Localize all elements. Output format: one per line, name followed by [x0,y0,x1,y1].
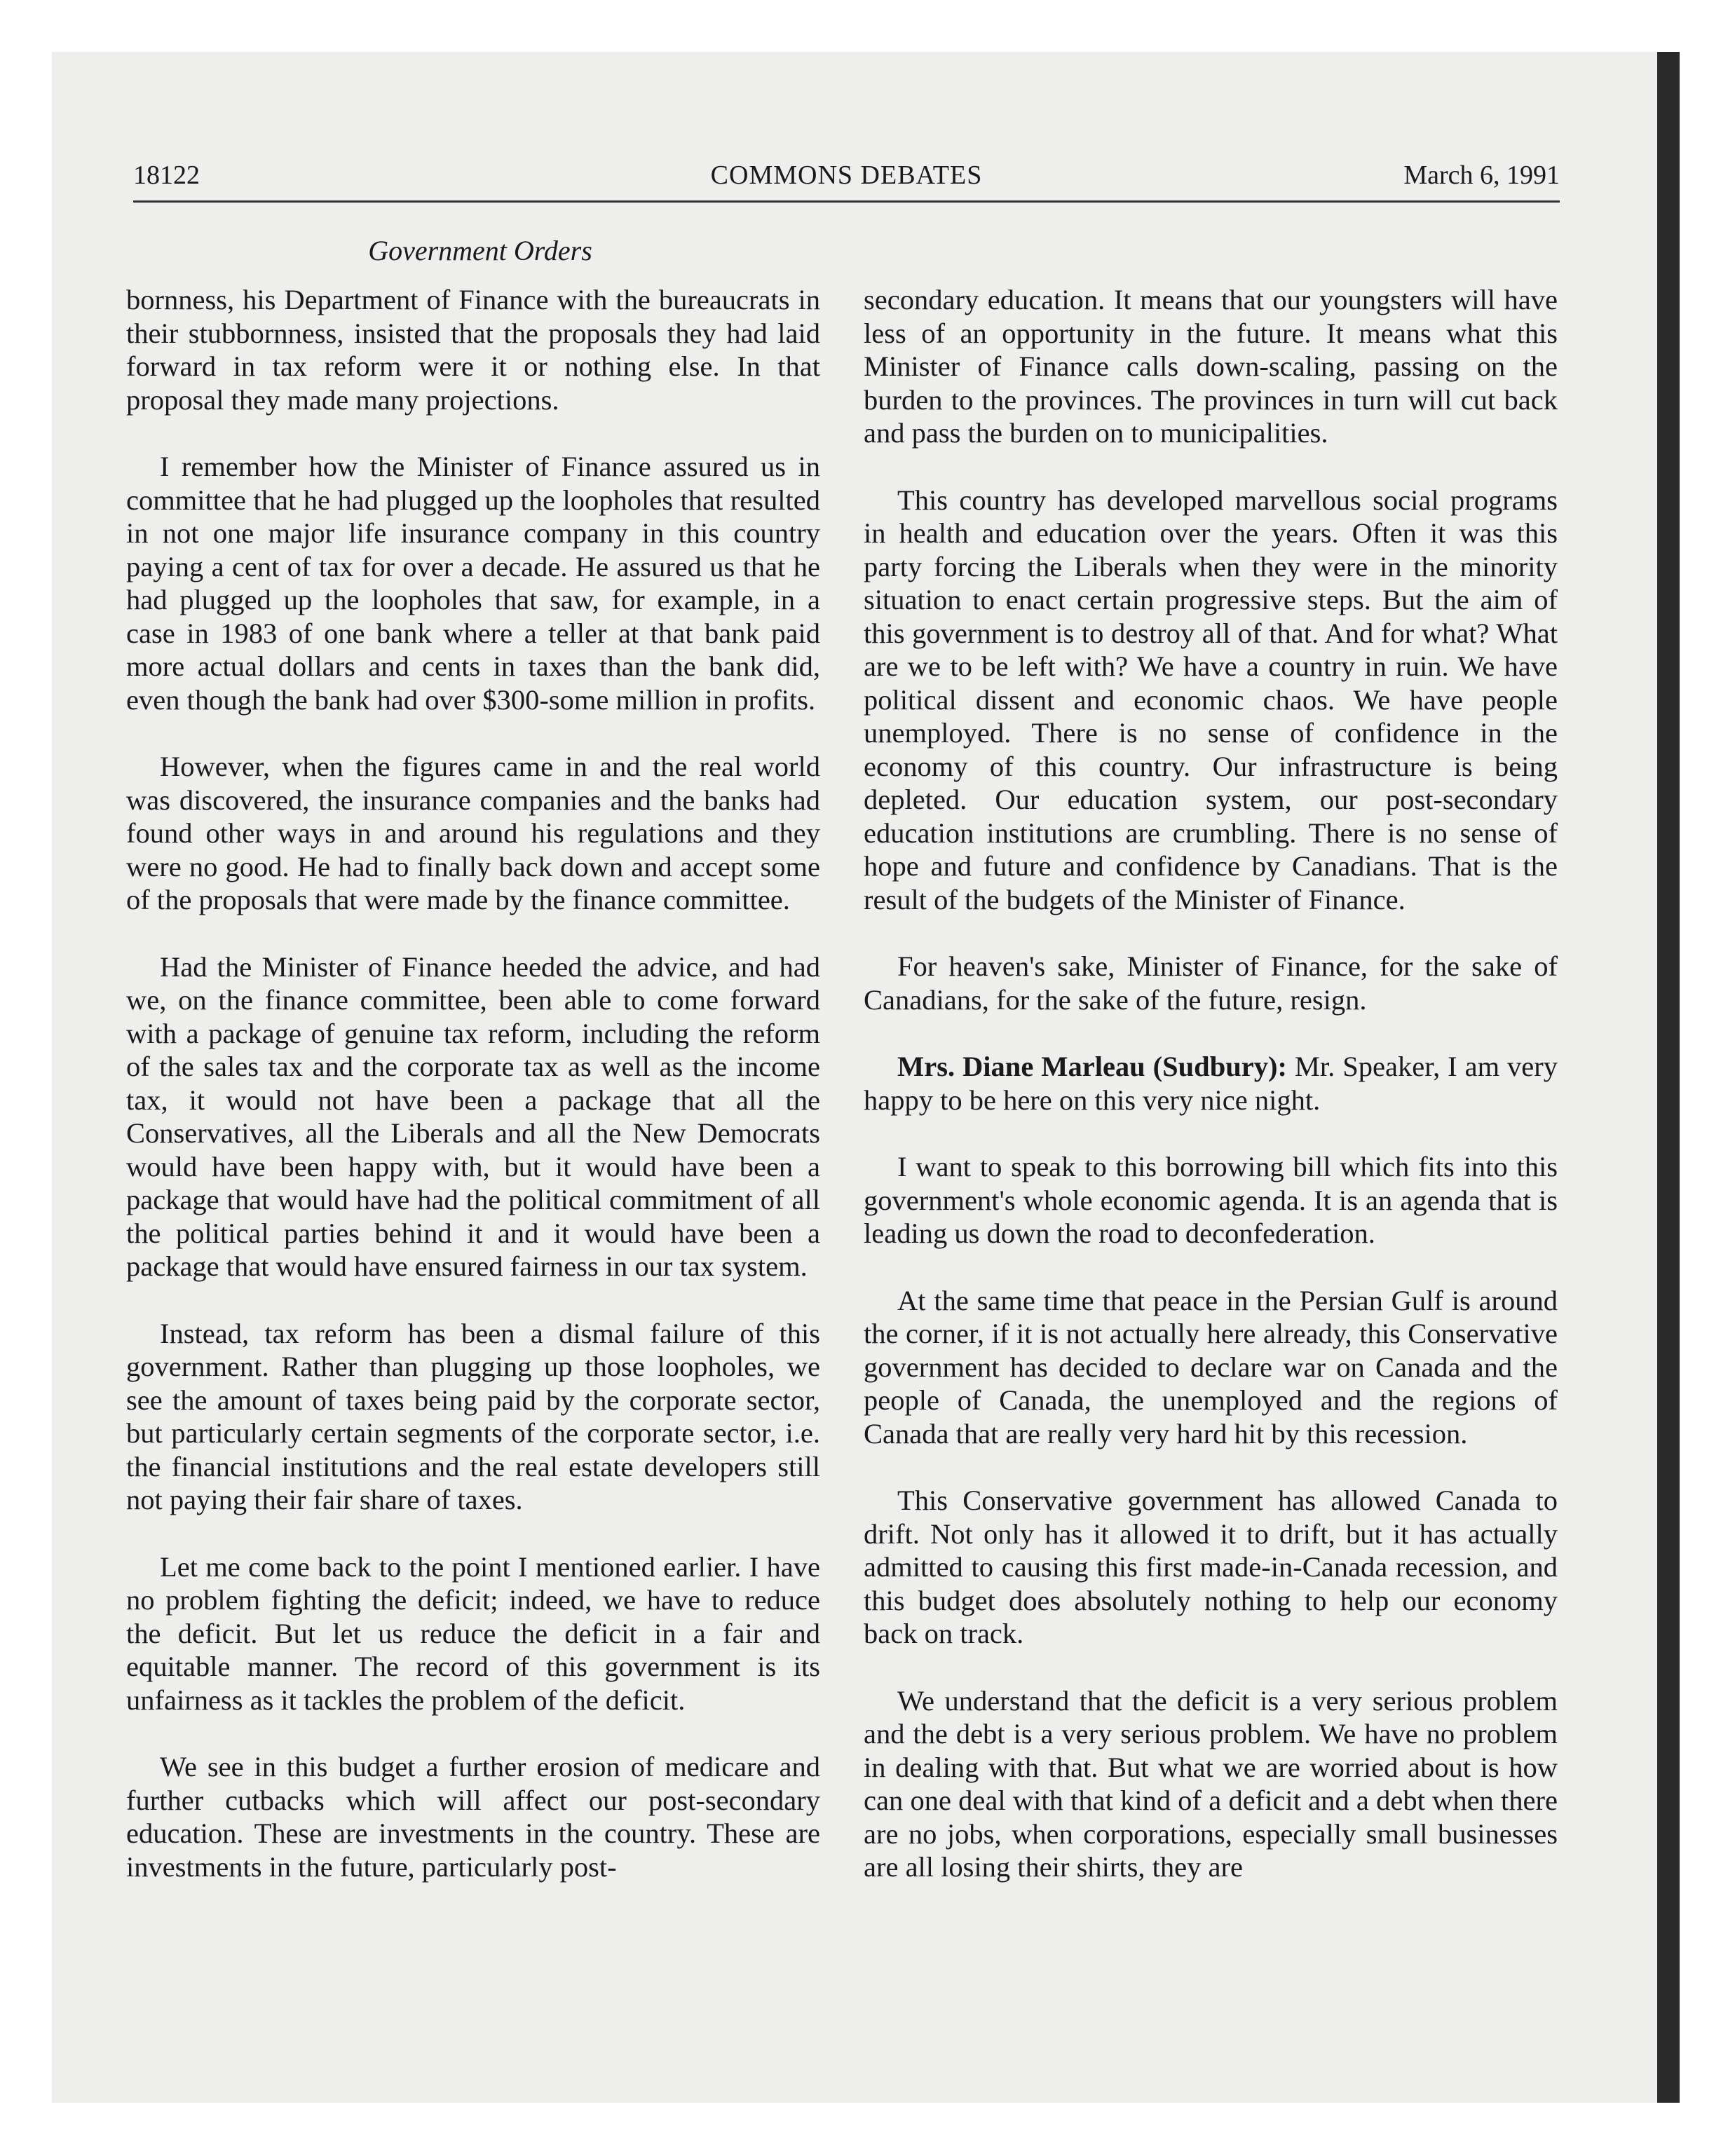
right-column [864,283,1558,1918]
page-number: 18122 [133,161,200,190]
paragraph: Let me come back to the point I mentioned earlier. I have no problem fighting the deficit; indeed, we have to reduce the deficit. But let us reduce the deficit in a fair and equitable manner. The record of this government is its unfairness as it tackles the problem of the deficit. [126,1550,820,1716]
speaker-name: Mrs. Diane Marleau (Sudbury): [897,1051,1287,1082]
paragraph: This Conservative government has allowed Canada to drift. Not only has it allowed it to drift, but it has actually admitted to causing this first made-in-Canada recession, and this budget does absolutely nothing to help our economy back on track. [864,1485,1558,1649]
paragraph: I want to speak to this borrowing bill which fits into this government's whole economic agenda. It is an agenda that is leading us down the road to deconfederation. [864,1151,1558,1249]
header-rule [133,200,1560,203]
paragraph: We understand that the deficit is a very serious problem and the debt is a very serious problem. We have no problem in dealing with that. But what we are worried about is how can one deal with that kind of a deficit and a debt when there are no jobs, when corporations, especially small businesses are all losing their shirts, they are [864,1684,1558,1883]
paragraph: We see in this budget a further erosion of medicare and further cutbacks which will affect our post-secondary education. These are investments in the country. These are investments in the future, particularly post- [126,1751,820,1883]
left-column [126,283,820,1917]
paragraph: bornness, his Department of Finance with the bureaucrats in their stubbornness, insisted that the proposals they had laid forward in tax reform were it or nothing else. In that proposal they made many projections. [126,284,820,416]
paragraph: Had the Minister of Finance heeded the advice, and had we, on the finance committee, been able to come forward with a package of genuine tax reform, including the reform of the sales tax and the corporate tax as well as the income tax, it would not have been a package that all the Conservatives, all the Liberals and all the New Democrats would have been happy with, but it would have been a package that would have had the political commitment of all the political parties behind it and it would have been a package that would have ensured fairness in our tax system. [126,950,820,1282]
running-header [133,160,1560,202]
paragraph: For heaven's sake, Minister of Finance, for the sake of Canadians, for the sake of the future, resign. [864,950,1558,1016]
scan-border [1657,52,1680,2103]
paragraph: At the same time that peace in the Persian Gulf is around the corner, if it is not actually here already, this Conservative government has decided to declare war on Canada and the people of Canada, the unemployed and the regions of Canada that are really very hard hit by this recession. [864,1284,1558,1449]
paragraph: However, when the figures came in and the real world was discovered, the insurance companies and the banks had found other ways in and around his regulations and they were no good. He had to finally back down and accept some of the proposals that were made by the finance committee. [126,751,820,915]
issue-date: March 6, 1991 [1403,161,1560,190]
speech-text: Mr. Speaker, I am very happy to be here on this very nice night. [864,1051,1558,1116]
paragraph: secondary education. It means that our youngsters will have less of an opportunity in the future. It means what this Minister of Finance calls down-scaling, passing on the burden to the provinces. The provinces in turn will cut back and pass the burden on to municipalities. [864,284,1558,449]
speech-paragraph [864,1050,1558,1117]
section-title: Government Orders [368,235,592,266]
paragraph: Instead, tax reform has been a dismal failure of this government. Rather than plugging up those loopholes, we see the amount of taxes being paid by the corporate sector, but particularly certain segments of the corporate sector, i.e. the financial institutions and the real estate developers still not paying their fair share of taxes. [126,1317,820,1515]
journal-title: COMMONS DEBATES [710,161,983,190]
paragraph: I remember how the Minister of Finance assured us in committee that he had plugged up the loopholes that resulted in not one major life insurance company in this country paying a cent of tax for over a decade. He assured us that he had plugged up the loopholes that saw, for example, in a case in 1983 of one bank where a teller at that bank paid more actual dollars and cents in taxes than the bank did, even though the bank had over $300-some million in profits. [126,451,820,716]
paragraph: This country has developed marvellous social programs in health and education over the years. Often it was this party forcing the Liberals when they were in the minority situation to enact certain progressive steps. But the aim of this government is to destroy all of that. And for what? What are we to be left with? We have a country in ruin. We have political dissent and economic chaos. We have people unemployed. There is no sense of confidence in the economy of this country. Our infrastructure is being depleted. Our education system, our post-secondary education institutions are crumbling. There is no sense of hope and future and confidence by Canadians. That is the result of the budgets of the Minister of Finance. [864,484,1558,915]
